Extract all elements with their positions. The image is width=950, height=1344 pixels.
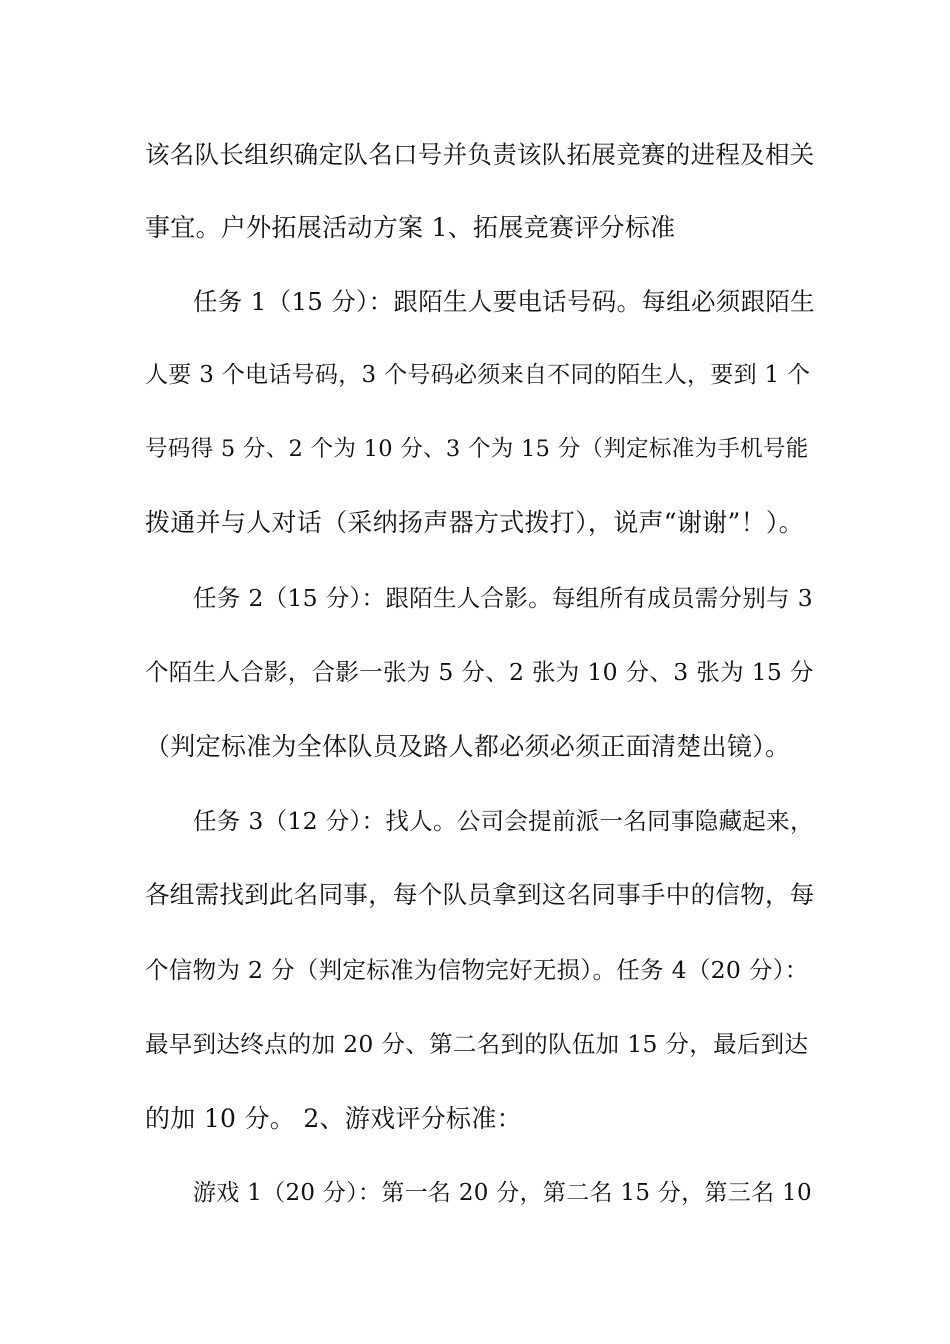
text-line-3: 任务 1（15 分）：跟陌生人要电话号码。每组必须跟陌生 [193,287,815,316]
text-line-1: 该名队长组织确定队名口号并负责该队拓展竞赛的进程及相关 [145,140,815,169]
text-line-15: 游戏 1（20 分）：第一名 20 分，第二名 15 分，第三名 10 [193,1180,812,1206]
text-line-11: 各组需找到此名同事，每个队员拿到这名同事手中的信物，每 [145,880,815,909]
text-line-9: （判定标准为全体队员及路人都必须必须正面清楚出镜）。 [145,732,791,761]
text-line-10: 任务 3（12 分）：找人。公司会提前派一名同事隐藏起来， [193,807,814,835]
text-line-8: 个陌生人合影，合影一张为 5 分、2 张为 10 分、3 张为 15 分 [145,658,814,686]
text-line-4: 人要 3 个电话号码，3 个号码必须来自不同的陌生人，要到 1 个 [145,362,811,388]
text-line-14: 的加 10 分。 2、游戏评分标准： [145,1104,522,1133]
text-line-2: 事宜。户外拓展活动方案 1、拓展竞赛评分标准 [145,213,676,242]
text-line-7: 任务 2（15 分）：跟陌生人合影。每组所有成员需分别与 3 [193,584,813,612]
text-line-6: 拨通并与人对话（采纳扬声器方式拨打），说声“谢谢”！）。 [145,508,804,537]
text-line-12: 个信物为 2 分（判定标准为信物完好无损）。任务 4（20 分）： [145,956,809,984]
text-line-5: 号码得 5 分、2 个为 10 分、3 个为 15 分（判定标准为手机号能 [145,436,809,462]
text-line-13: 最早到达终点的加 20 分、第二名到的队伍加 15 分，最后到达 [145,1030,809,1058]
